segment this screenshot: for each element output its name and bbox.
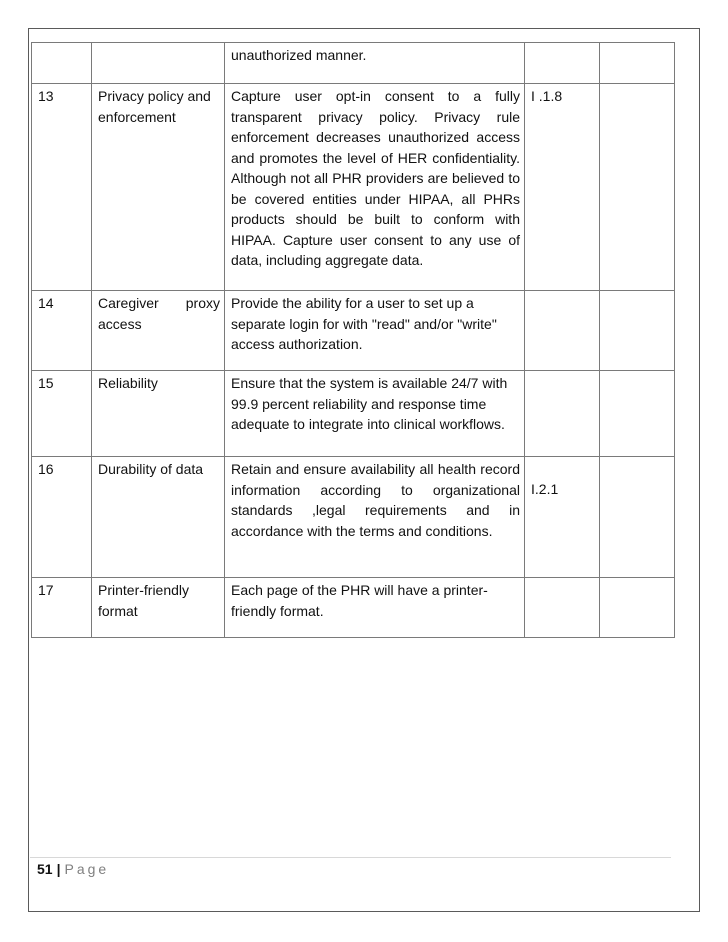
table-row [32, 291, 675, 371]
feature-cell: Reliability [92, 371, 225, 457]
reference-cell [525, 578, 600, 638]
feature-cell: Printer-friendly format [92, 578, 225, 638]
row-number: 13 [32, 84, 92, 291]
table-row [32, 578, 675, 638]
feature-cell: Durability of data [92, 457, 225, 578]
feature-cell [92, 43, 225, 84]
page-number: 51 [37, 861, 53, 877]
page-label: Page [64, 861, 110, 877]
empty-cell [600, 291, 675, 371]
description-cell: Provide the ability for a user to set up a separate login for with "read" and/or "write" access authorization. [225, 291, 525, 371]
description-cell: Capture user opt-in consent to a fully transparent privacy policy. Privacy rule enforcement decreases unauthorized access and promotes the level of HER confidentiality. Although not all PHR providers are believed to be covered entities under HIPAA, all PHRs products should be built to conform with HIPAA. Capture user consent to any use of data, including aggregate data. [225, 84, 525, 291]
reference-cell: I .1.8 [525, 84, 600, 291]
empty-cell [600, 578, 675, 638]
empty-cell [600, 371, 675, 457]
table-row [32, 457, 675, 578]
footer-divider [30, 857, 671, 858]
reference-cell [525, 371, 600, 457]
reference-cell [525, 43, 600, 84]
empty-cell [600, 457, 675, 578]
reference-cell [525, 291, 600, 371]
description-cell: Each page of the PHR will have a printer-friendly format. [225, 578, 525, 638]
footer-separator: | [56, 861, 61, 877]
empty-cell [600, 84, 675, 291]
reference-cell: I.2.1 [525, 457, 600, 578]
row-number: 15 [32, 371, 92, 457]
description-cell: unauthorized manner. [225, 43, 525, 84]
table-row [32, 84, 675, 291]
feature-cell: Privacy policy and enforcement [92, 84, 225, 291]
table-row [32, 43, 675, 84]
requirements-table [31, 42, 675, 638]
page-footer [37, 861, 109, 877]
description-cell: Retain and ensure availability all health record information according to organizational standards ,legal requirements and in accordance with the terms and conditions. [225, 457, 525, 578]
row-number [32, 43, 92, 84]
description-cell: Ensure that the system is available 24/7 with 99.9 percent reliability and response time adequate to integrate into clinical workflows. [225, 371, 525, 457]
row-number: 16 [32, 457, 92, 578]
empty-cell [600, 43, 675, 84]
row-number: 17 [32, 578, 92, 638]
feature-cell: Caregiver proxy access [92, 291, 225, 371]
row-number: 14 [32, 291, 92, 371]
table-row [32, 371, 675, 457]
